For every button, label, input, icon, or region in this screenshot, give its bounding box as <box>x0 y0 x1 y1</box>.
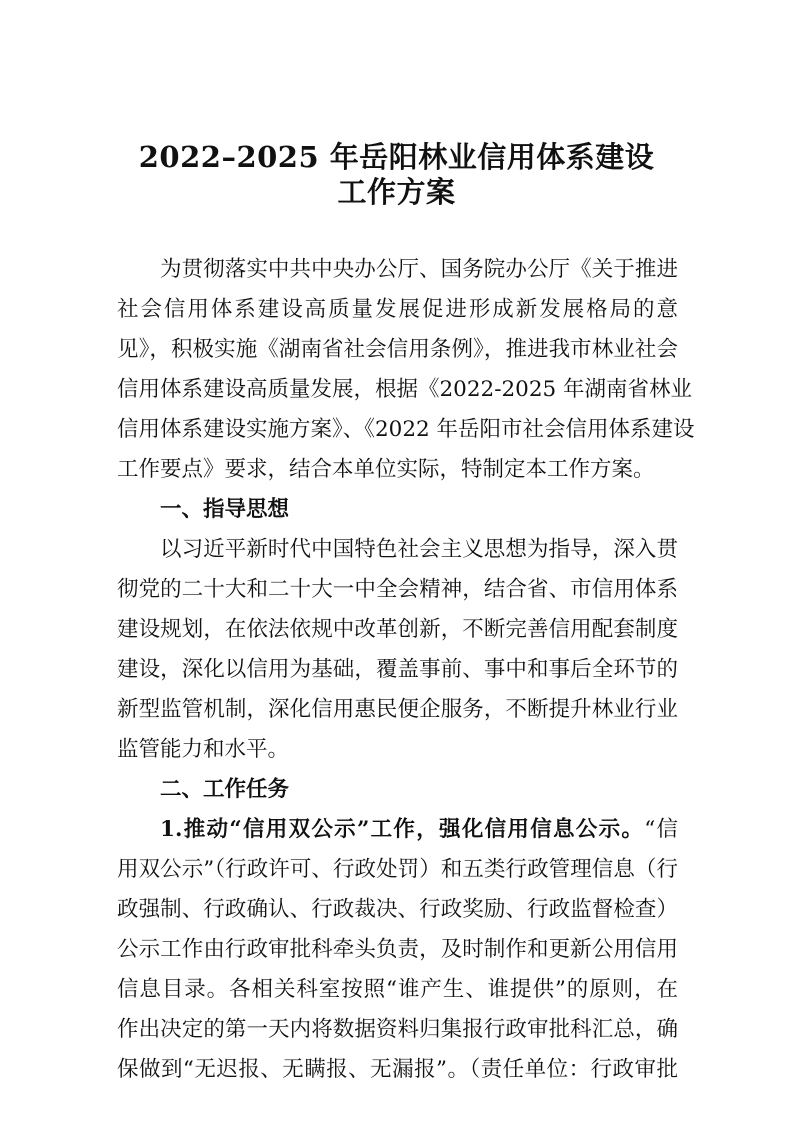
paragraph-intro-line: 为贯彻落实中共中央办公厅、国务院办公厅《关于推进 <box>160 257 678 282</box>
paragraph-task1-line <box>160 810 678 850</box>
task1-heading: 1.推动“信用双公示”工作，强化信用信息公示。 <box>160 817 645 842</box>
section-heading-work-tasks: 二、工作任务 <box>160 777 290 802</box>
paragraph-ideology-line: 彻党的二十大和二十大一中全会精神，结合省、市信用体系 <box>117 577 678 602</box>
paragraph-ideology-line: 新型监管机制，深化信用惠民便企服务，不断提升林业行业 <box>117 697 678 722</box>
paragraph-intro-line: 工作要点》要求，结合本单位实际，特制定本工作方案。 <box>117 457 655 482</box>
paragraph-task1-line: 公示工作由行政审批科牵头负责，及时制作和更新公用信用 <box>117 937 678 962</box>
paragraph-ideology-line: 以习近平新时代中国特色社会主义思想为指导，深入贯 <box>160 537 678 562</box>
paragraph-task1-line: 用双公示”（行政许可、行政处罚）和五类行政管理信息（行 <box>117 857 678 882</box>
paragraph-ideology-line: 监管能力和水平。 <box>117 737 290 762</box>
paragraph-intro-line: 见》，积极实施《湖南省社会信用条例》，推进我市林业社会 <box>117 337 678 362</box>
task1-text-start: “信 <box>644 817 678 842</box>
section-heading-guiding-ideology: 一、指导思想 <box>160 497 290 522</box>
paragraph-intro-line: 信用体系建设高质量发展，根据《2022-2025 年湖南省林业 <box>117 377 693 402</box>
paragraph-intro-line: 社会信用体系建设高质量发展促进形成新发展格局的意 <box>117 297 678 322</box>
document-title-line-2: 工作方案 <box>337 175 456 209</box>
paragraph-intro-line: 信用体系建设实施方案》、《2022 年岳阳市社会信用体系建设 <box>117 417 695 442</box>
paragraph-ideology-line: 建设规划，在依法依规中改革创新，不断完善信用配套制度 <box>117 617 678 642</box>
document-title-line-1: 2022–2025 年岳阳林业信用体系建设 <box>138 140 655 174</box>
paragraph-ideology-line: 建设，深化以信用为基础，覆盖事前、事中和事后全环节的 <box>117 657 678 682</box>
paragraph-task1-line: 保做到“无迟报、无瞒报、无漏报”。（责任单位：行政审批 <box>117 1057 678 1082</box>
paragraph-task1-line: 政强制、行政确认、行政裁决、行政奖励、行政监督检查） <box>117 897 678 922</box>
paragraph-task1-line: 作出决定的第一天内将数据资料归集报行政审批科汇总，确 <box>117 1017 678 1042</box>
paragraph-task1-line: 信息目录。各相关科室按照“谁产生、谁提供”的原则，在 <box>117 977 678 1002</box>
